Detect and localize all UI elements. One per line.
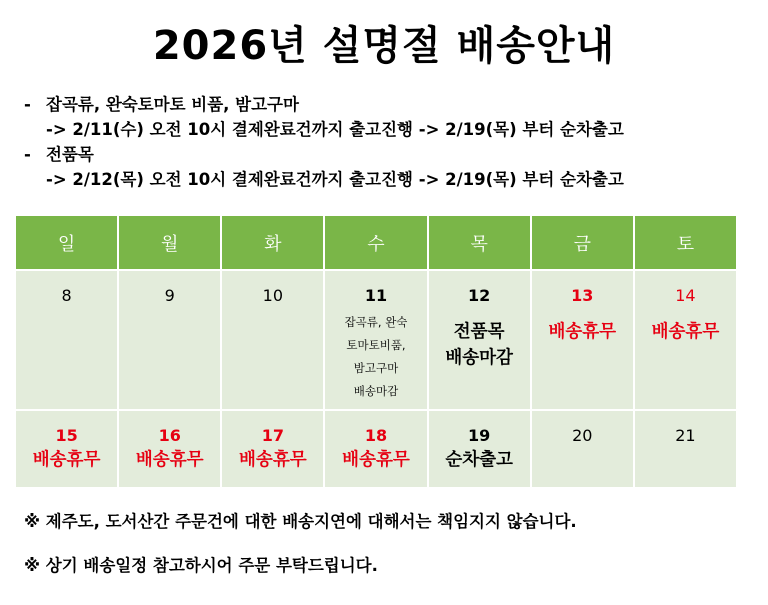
day-note-line: 토마토비품,	[346, 338, 406, 352]
day-number: 19	[468, 426, 491, 445]
note-item-1-detail: -> 2/11(수) 오전 10시 결제완료건까지 출고진행 -> 2/19(목) 부터 순차출고	[46, 120, 624, 139]
day-cell-16	[118, 410, 221, 488]
note-item-1-label: 잡곡류, 완숙토마토 비품, 밤고구마	[46, 95, 299, 114]
day-number: 16	[158, 426, 181, 445]
day-note: 배송휴무	[548, 322, 617, 342]
day-cell-11	[324, 270, 427, 410]
day-note-line: 전품목	[453, 322, 505, 342]
day-note-line: 잡곡류, 완숙	[344, 315, 408, 329]
day-note-line: 배송마감	[445, 348, 513, 368]
footer-note-delay: ※ 제주도, 도서산간 주문건에 대한 배송지연에 대해서는 책임지지 않습니다.	[24, 512, 577, 531]
note-item-2-detail: -> 2/12(목) 오전 10시 결제완료건까지 출고진행 -> 2/19(목) 부터 순차출고	[46, 170, 624, 189]
weekday-sat: 토	[634, 215, 737, 270]
footer-note-request: ※ 상기 배송일정 참고하시어 주문 부탁드립니다.	[24, 556, 378, 575]
day-number: 18	[364, 426, 388, 445]
weekday-mon: 월	[118, 215, 221, 270]
day-note: 배송휴무	[651, 322, 720, 342]
week-row-1	[15, 270, 737, 410]
weekday-sun: 일	[15, 215, 118, 270]
shipping-calendar	[14, 214, 738, 489]
day-cell-21	[634, 410, 737, 488]
day-cell-8	[15, 270, 118, 410]
day-note	[431, 319, 528, 371]
day-number: 12	[468, 286, 491, 305]
note-item-1	[24, 92, 754, 117]
page-title: 2026년 설명절 배송안내	[152, 23, 616, 69]
day-number: 10	[262, 286, 284, 305]
day-cell-12	[428, 270, 531, 410]
day-note: 배송휴무	[239, 450, 307, 470]
day-number: 9	[164, 286, 175, 305]
day-number: 20	[572, 426, 593, 445]
week-row-2	[15, 410, 737, 488]
weekday-tue: 화	[221, 215, 324, 270]
shipping-notes	[24, 92, 754, 192]
note-dash: -	[24, 145, 31, 164]
day-cell-18	[324, 410, 427, 488]
day-note: 배송휴무	[135, 450, 204, 470]
day-cell-17	[221, 410, 324, 488]
day-note: 순차출고	[445, 450, 513, 470]
weekday-thu: 목	[428, 215, 531, 270]
day-number: 21	[675, 426, 696, 445]
weekday-header-row	[15, 215, 737, 270]
day-number: 8	[61, 286, 72, 305]
day-cell-15	[15, 410, 118, 488]
day-number: 15	[55, 426, 78, 445]
day-note-line: 배송마감	[353, 384, 399, 398]
note-item-2	[24, 142, 754, 167]
day-cell-10	[221, 270, 324, 410]
day-cell-13	[531, 270, 634, 410]
day-number: 14	[675, 286, 696, 305]
note-dash: -	[24, 95, 31, 114]
weekday-wed: 수	[324, 215, 427, 270]
weekday-fri: 금	[531, 215, 634, 270]
day-note: 배송휴무	[32, 450, 101, 470]
day-cell-9	[118, 270, 221, 410]
day-number: 17	[261, 426, 284, 445]
note-item-2-label: 전품목	[46, 145, 94, 164]
day-note-line: 밤고구마	[353, 361, 399, 375]
day-note	[327, 311, 424, 403]
day-cell-14	[634, 270, 737, 410]
day-cell-19	[428, 410, 531, 488]
day-number: 13	[571, 286, 594, 305]
day-cell-20	[531, 410, 634, 488]
day-number: 11	[364, 286, 388, 305]
day-note: 배송휴무	[342, 450, 410, 470]
